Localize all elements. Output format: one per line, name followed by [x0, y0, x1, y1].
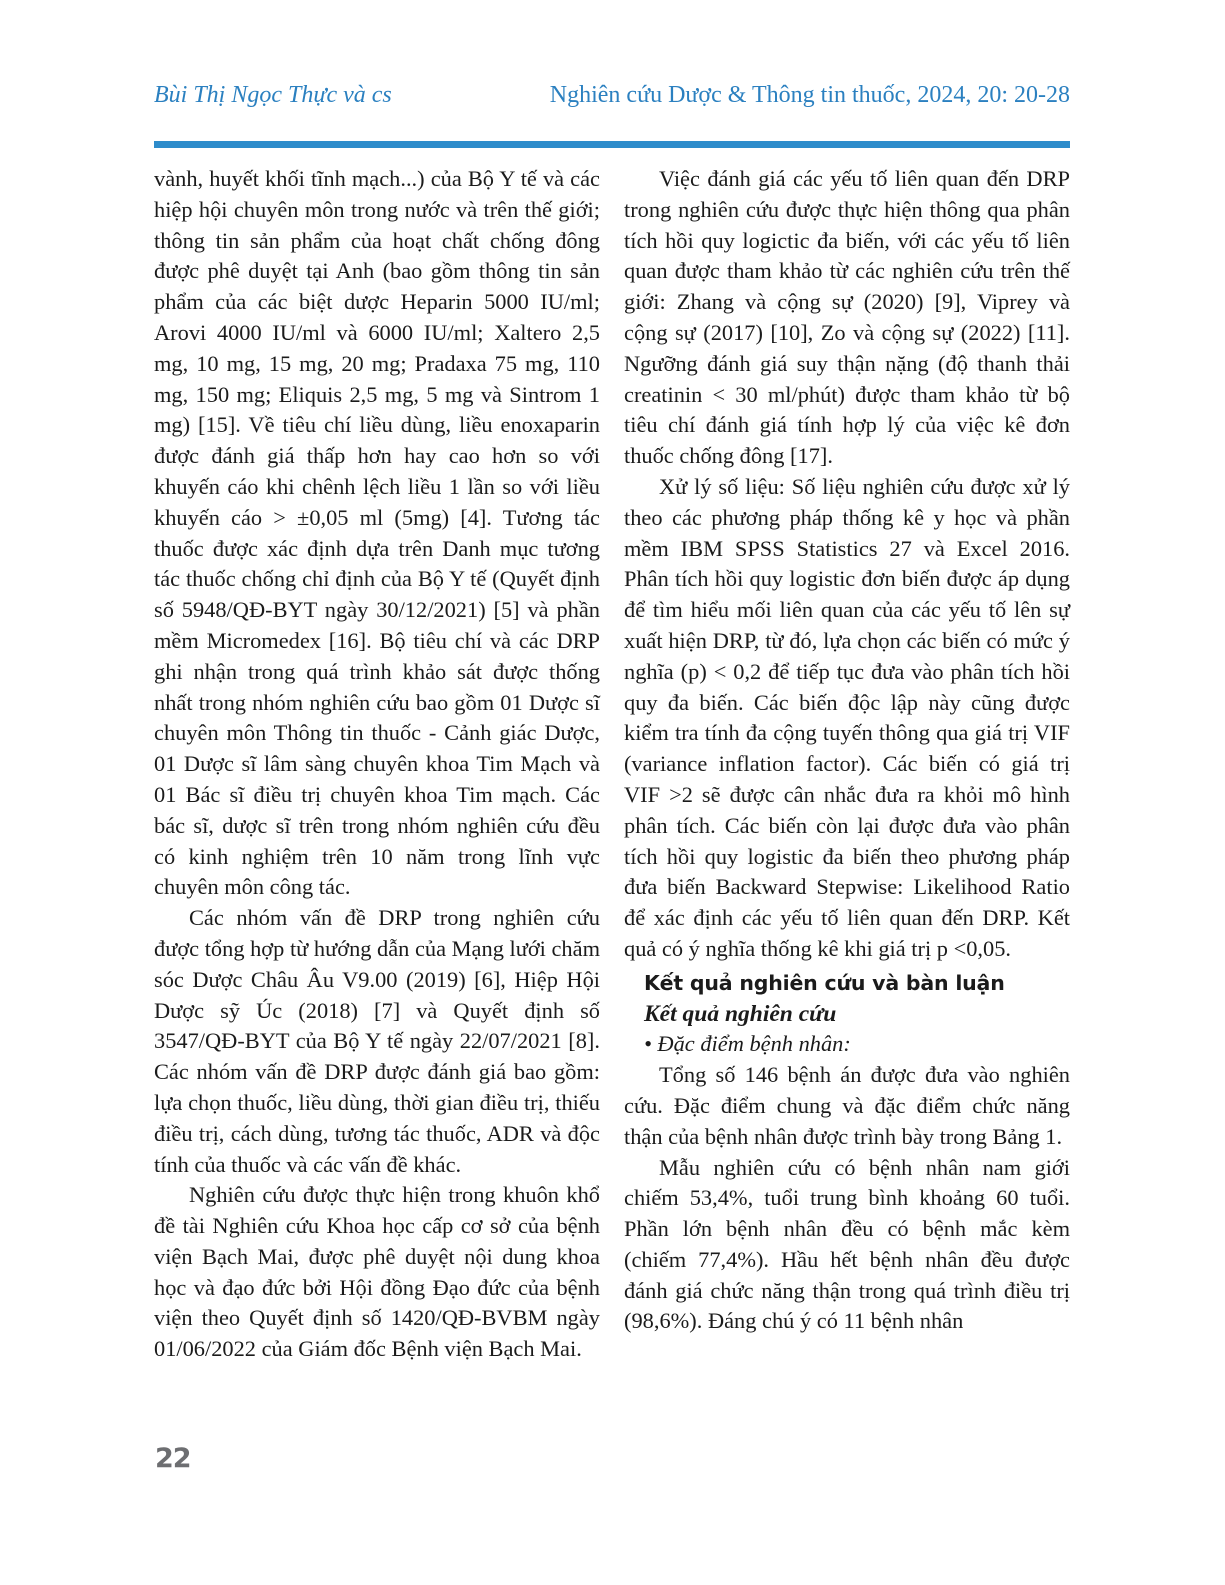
body-paragraph: Việc đánh giá các yếu tố liên quan đến DRP trong nghiên cứu được thực hiện thông qua phân tích hồi quy logictic đa biến, với các yếu tố liên quan được tham khảo từ các nghiên cứu trên thế giới: Zhang và cộng sự (2020) [9], Viprey và cộng sự (2017) [10], Zo và cộng sự (2022) [11]. Ngưỡng đánh giá suy thận nặng (độ thanh thải creatinin < 30 ml/phút) được tham khảo từ bộ tiêu chí đánh giá tính hợp lý của việc kê đơn thuốc chống đông [17].	[624, 166, 1070, 469]
body-paragraph: Nghiên cứu được thực hiện trong khuôn khổ đề tài Nghiên cứu Khoa học cấp cơ sở của bệnh viện Bạch Mai, được phê duyệt nội dung khoa học và đạo đức bởi Hội đồng Đạo đức của bệnh viện theo Quyết định số 1420/QĐ-BVBM ngày 01/06/2022 của Giám đốc Bệnh viện Bạch Mai.	[154, 1182, 600, 1362]
running-head-journal-citation: Nghiên cứu Dược & Thông tin thuốc, 2024, 20: 20-28	[549, 82, 1070, 108]
subsection-heading-results: Kết quả nghiên cứu	[644, 1000, 837, 1027]
body-paragraph: Mẫu nghiên cứu có bệnh nhân nam giới chiếm 53,4%, tuổi trung bình khoảng 60 tuổi. Phần lớn bệnh nhân đều có bệnh mắc kèm (chiếm 77,4%). Hầu hết bệnh nhân đều được đánh giá chức năng thận trong quá trình điều trị (98,6%). Đáng chú ý có 11 bệnh nhân	[624, 1154, 1070, 1334]
page-header	[154, 82, 1070, 109]
header-divider-rule	[154, 141, 1070, 148]
article-body	[154, 164, 1070, 1365]
body-paragraph: Tổng số 146 bệnh án được đưa vào nghiên cứu. Đặc điểm chung và đặc điểm chức năng thận của bệnh nhân được trình bày trong Bảng 1.	[624, 1062, 1070, 1149]
right-column	[624, 164, 1070, 1365]
body-paragraph: Xử lý số liệu: Số liệu nghiên cứu được xử lý theo các phương pháp thống kê y học và phần mềm IBM SPSS Statistics 27 và Excel 2016. Phân tích hồi quy logistic đơn biến được áp dụng để tìm hiểu mối liên quan của các yếu tố lên sự xuất hiện DRP, từ đó, lựa chọn các biến có mức ý nghĩa (p) < 0,2 để tiếp tục đưa vào phân tích hồi quy đa biến. Các biến độc lập này cũng được kiểm tra tính đa cộng tuyến thông qua giá trị VIF (variance inflation factor). Các biến có giá trị VIF >2 sẽ được cân nhắc đưa ra khỏi mô hình phân tích. Các biến còn lại được đưa vào phân tích hồi quy logistic đa biến theo phương pháp đưa biến Backward Stepwise: Likelihood Ratio để xác định các yếu tố liên quan đến DRP. Kết quả có ý nghĩa thống kê khi giá trị p <0,05.	[624, 473, 1070, 961]
running-head-author: Bùi Thị Ngọc Thực và cs	[154, 82, 392, 108]
left-column	[154, 164, 600, 1365]
body-paragraph: Các nhóm vấn đề DRP trong nghiên cứu được tổng hợp từ hướng dẫn của Mạng lưới chăm sóc Dược Châu Âu V9.00 (2019) [6], Hiệp Hội Dược sỹ Úc (2018) [7] và Quyết định số 3547/QĐ-BYT của Bộ Y tế ngày 22/07/2021 [8]. Các nhóm vấn đề DRP được đánh giá bao gồm: lựa chọn thuốc, liều dùng, thời gian điều trị, thiếu điều trị, cách dùng, tương tác thuốc, ADR và độc tính của thuốc và các vấn đề khác.	[154, 905, 600, 1177]
section-heading-results-discussion: Kết quả nghiên cứu và bàn luận	[644, 970, 1005, 995]
body-paragraph: vành, huyết khối tĩnh mạch...) của Bộ Y tế và các hiệp hội chuyên môn trong nước và trên thế giới; thông tin sản phẩm của hoạt chất chống đông được phê duyệt tại Anh (bao gồm thông tin sản phẩm của các biệt dược Heparin 5000 IU/ml; Arovi 4000 IU/ml và 6000 IU/ml; Xaltero 2,5 mg, 10 mg, 15 mg, 20 mg; Pradaxa 75 mg, 110 mg, 150 mg; Eliquis 2,5 mg, 5 mg và Sintrom 1 mg) [15]. Về tiêu chí liều dùng, liều enoxaparin được đánh giá thấp hơn hay cao hơn so với khuyến cáo khi chênh lệch liều 1 lần so với liều khuyến cáo > ±0,05 ml (5mg) [4]. Tương tác thuốc được xác định dựa trên Danh mục tương tác thuốc chống chỉ định của Bộ Y tế (Quyết định số 5948/QĐ-BYT ngày 30/12/2021) [5] và phần mềm Micromedex [16]. Bộ tiêu chí và các DRP ghi nhận trong quá trình khảo sát được thống nhất trong nhóm nghiên cứu bao gồm 01 Dược sĩ chuyên môn Thông tin thuốc - Cảnh giác Dược, 01 Dược sĩ lâm sàng chuyên khoa Tim Mạch và 01 Bác sĩ điều trị chuyên khoa Tim mạch. Các bác sĩ, dược sĩ trên trong nhóm nghiên cứu đều có kinh nghiệm trên 10 năm trong lĩnh vực chuyên môn công tác.	[154, 166, 600, 900]
page-number: 22	[155, 1443, 191, 1474]
bullet-item-patient-characteristics: • Đặc điểm bệnh nhân:	[644, 1031, 851, 1057]
